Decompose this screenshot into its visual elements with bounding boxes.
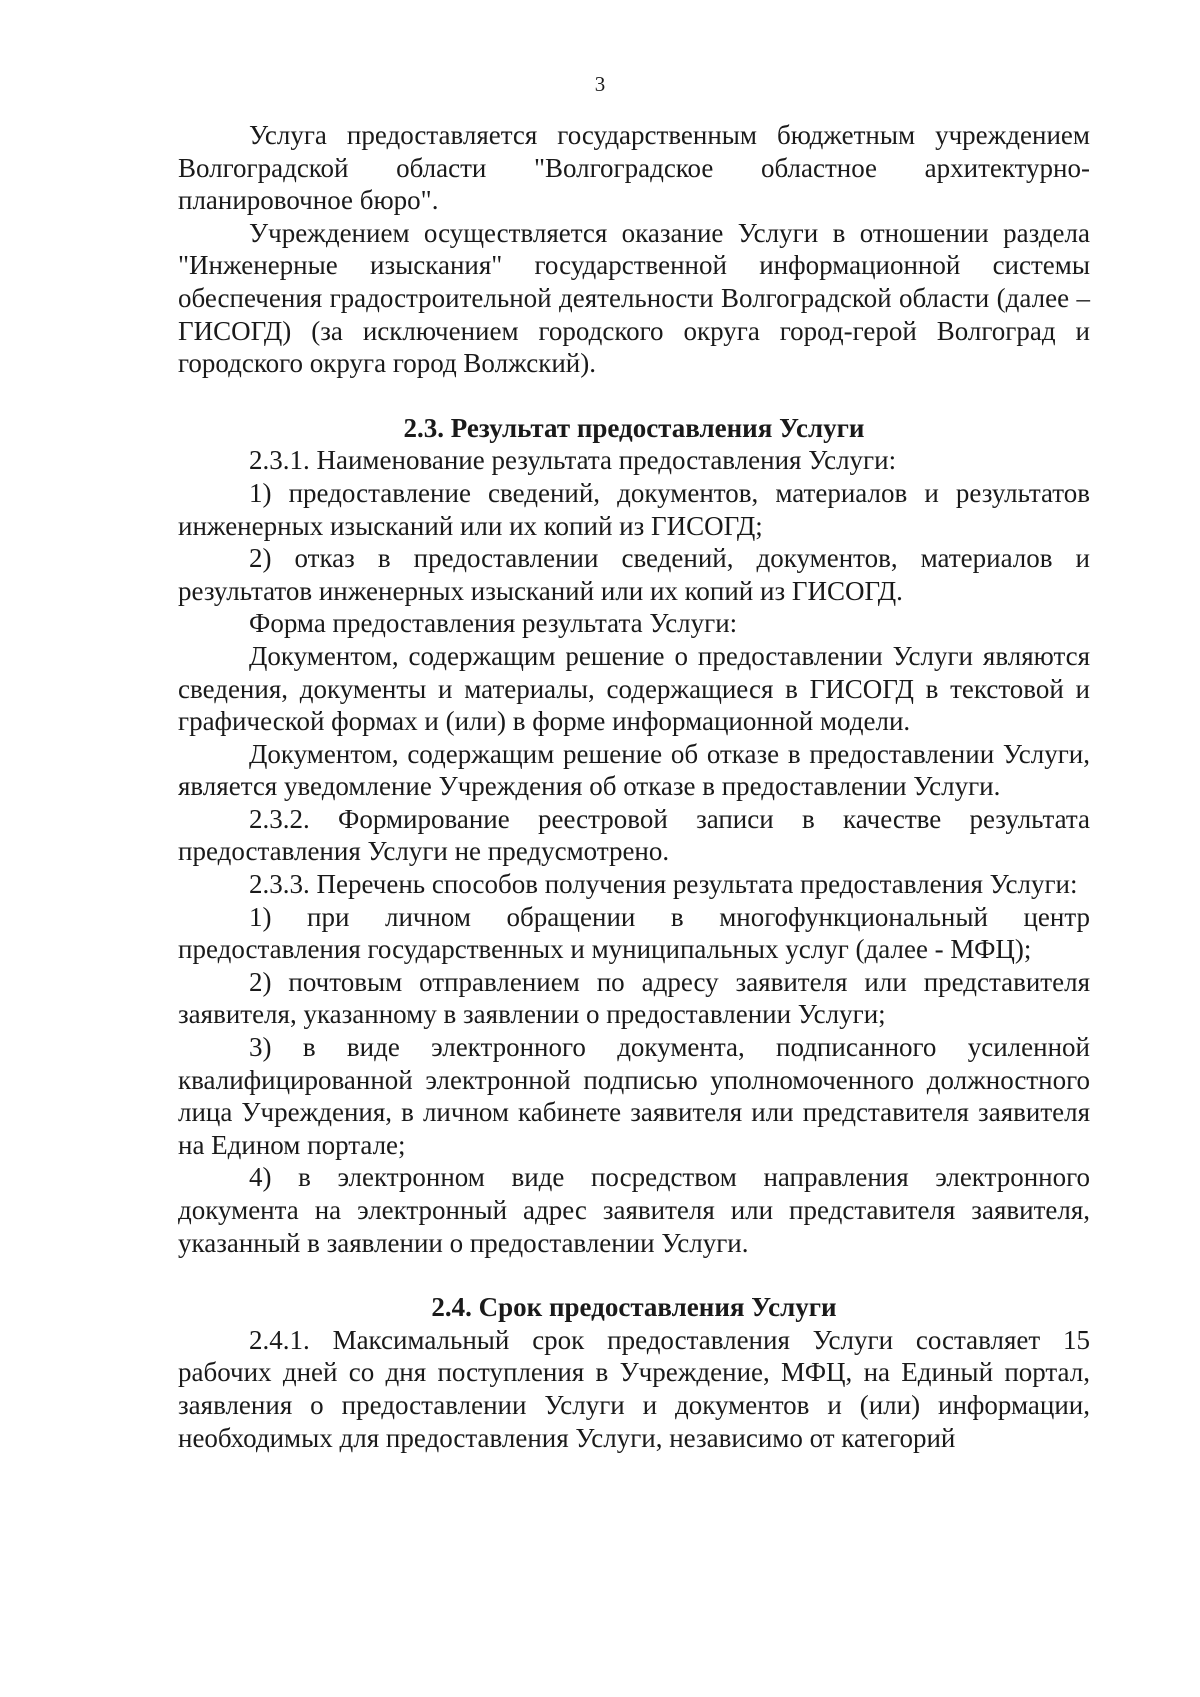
paragraph-decision-document: Документом, содержащим решение о предоставлении Услуги являются сведения, документы и материалы, содержащиеся в ГИСОГД в текстовой и графической формах и (или) в форме информационной модели. bbox=[178, 640, 1090, 737]
paragraph-2-4-1: 2.4.1. Максимальный срок предоставления Услуги составляет 15 рабочих дней со дня поступления в Учреждение, МФЦ, на Единый портал, заявления о предоставлении Услуги и документов и (или) информации, необходимых для предоставления Услуги, независимо от категорий bbox=[178, 1324, 1090, 1453]
paragraph-2-3-2: 2.3.2. Формирование реестровой записи в качестве результата предоставления Услуги не предусмотрено. bbox=[178, 803, 1090, 867]
page-number: 3 bbox=[594, 72, 606, 96]
paragraph-refusal-document: Документом, содержащим решение об отказе в предоставлении Услуги, является уведомление Учреждения об отказе в предоставлении Услуги. bbox=[178, 738, 1090, 802]
paragraph-method-1: 1) при личном обращении в многофункциональный центр предоставления государственных и муниципальных услуг (далее - МФЦ); bbox=[178, 901, 1090, 965]
paragraph-method-4: 4) в электронном виде посредством направления электронного документа на электронный адрес заявителя или представителя заявителя, указанный в заявлении о предоставлении Услуги. bbox=[178, 1162, 1090, 1258]
paragraph-result-form: Форма предоставления результата Услуги: bbox=[249, 608, 738, 639]
heading-2-3: 2.3. Результат предоставления Услуги bbox=[403, 412, 865, 443]
document-body bbox=[178, 119, 1090, 1454]
paragraph-2-3-1: 2.3.1. Наименование результата предоставления Услуги: bbox=[249, 445, 897, 476]
paragraph-method-2: 2) почтовым отправлением по адресу заявителя или представителя заявителя, указанному в заявлении о предоставлении Услуги; bbox=[178, 966, 1090, 1030]
paragraph-result-item-2: 2) отказ в предоставлении сведений, документов, материалов и результатов инженерных изысканий или их копий из ГИСОГД. bbox=[178, 543, 1090, 606]
paragraph-service-provider: Услуга предоставляется государственным бюджетным учреждением Волгоградской области "Волгоградское областное архитектурно-планировочное бюро". bbox=[178, 120, 1090, 216]
paragraph-institution-section: Учреждением осуществляется оказание Услуги в отношении раздела "Инженерные изыскания" государственной информационной системы обеспечения градостроительной деятельности Волгоградской области (далее – ГИСОГД) (за исключением городского округа город-герой Волгоград и городского округа город Волжский). bbox=[178, 217, 1090, 379]
paragraph-result-item-1: 1) предоставление сведений, документов, материалов и результатов инженерных изысканий или их копий из ГИСОГД; bbox=[178, 477, 1090, 541]
heading-2-4: 2.4. Срок предоставления Услуги bbox=[431, 1292, 837, 1323]
paragraph-method-3: 3) в виде электронного документа, подписанного усиленной квалифицированной электронной подписью уполномоченного должностного лица Учреждения, в личном кабинете заявителя или представителя заявителя на Едином портале; bbox=[178, 1032, 1090, 1160]
paragraph-2-3-3: 2.3.3. Перечень способов получения результата предоставления Услуги: bbox=[249, 869, 1078, 900]
